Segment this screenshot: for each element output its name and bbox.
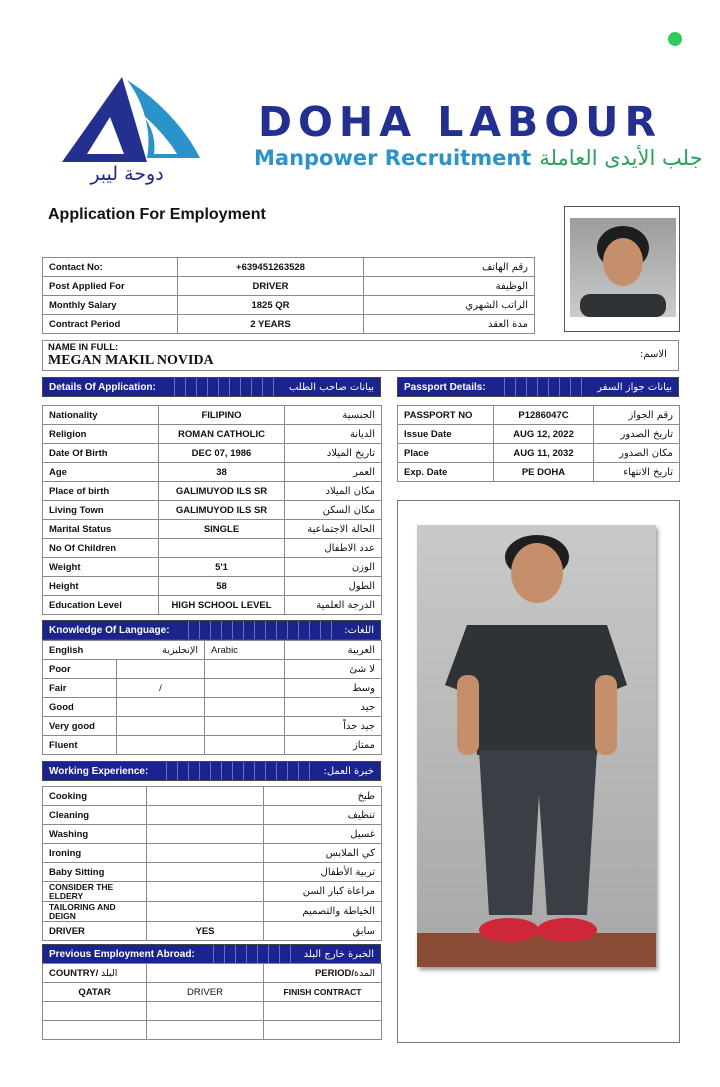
passport-table	[397, 405, 680, 482]
level-label-ar: ممتاز	[285, 736, 382, 755]
skill-value	[147, 844, 264, 863]
table-row	[43, 844, 382, 863]
row-label-ar: مكان الصدور	[594, 444, 680, 463]
table-row	[43, 641, 382, 660]
english-label: English	[49, 644, 84, 656]
brand-subtitle-en: Manpower Recruitment	[254, 146, 532, 170]
table-row	[43, 520, 382, 539]
previous-header-ar: الخبرة خارج البلد	[303, 948, 374, 960]
table-row	[43, 277, 535, 296]
row-value: PE DOHA	[494, 463, 594, 482]
contact-table	[42, 257, 535, 334]
row-label-ar: الجنسية	[285, 406, 382, 425]
period-value	[264, 1021, 382, 1040]
row-label-ar: مكان السكن	[285, 501, 382, 520]
skill-value	[147, 787, 264, 806]
level-label: Very good	[43, 717, 117, 736]
row-label: Education Level	[43, 596, 159, 615]
row-label: Contract Period	[43, 315, 178, 334]
table-row	[43, 539, 382, 558]
table-row	[43, 444, 382, 463]
row-value: 58	[159, 577, 285, 596]
language-table	[42, 640, 382, 755]
row-label-ar: رقم الهاتف	[364, 258, 535, 277]
details-header	[42, 377, 381, 397]
arabic-label-ar: العربية	[285, 641, 382, 660]
header-decoration	[203, 945, 296, 963]
skill-label: Baby Sitting	[43, 863, 147, 882]
header-decoration	[494, 378, 590, 396]
table-row	[43, 577, 382, 596]
row-label-ar: عدد الاطفال	[285, 539, 382, 558]
passport-header	[397, 377, 679, 397]
row-value	[159, 539, 285, 558]
logo-arabic-text: دوحة ليبر	[90, 163, 164, 185]
table-row	[43, 806, 382, 825]
table-row	[43, 296, 535, 315]
position-value	[147, 1002, 264, 1021]
row-value: P1286047C	[494, 406, 594, 425]
table-row	[43, 964, 382, 983]
row-value: ROMAN CATHOLIC	[159, 425, 285, 444]
headshot-figure	[570, 218, 676, 317]
arabic-mark	[205, 717, 285, 736]
skill-value	[147, 882, 264, 902]
row-value: DEC 07, 1986	[159, 444, 285, 463]
passport-header-ar: بيانات جواز السفر	[597, 381, 672, 393]
table-row	[43, 596, 382, 615]
country-value	[43, 1002, 147, 1021]
table-row	[43, 258, 535, 277]
english-mark	[117, 717, 205, 736]
table-row	[398, 444, 680, 463]
table-row	[43, 406, 382, 425]
table-row	[398, 463, 680, 482]
table-row	[43, 717, 382, 736]
row-label: Contact No:	[43, 258, 178, 277]
table-row	[43, 482, 382, 501]
period-column-header	[264, 964, 382, 983]
table-row	[43, 1021, 382, 1040]
row-label: Monthly Salary	[43, 296, 178, 315]
skill-label: DRIVER	[43, 922, 147, 941]
previous-header-label: Previous Employment Abroad:	[49, 948, 195, 960]
experience-header-ar: خبرة العمل:	[323, 765, 374, 777]
table-row	[43, 983, 382, 1002]
skill-label: Washing	[43, 825, 147, 844]
row-label: Marital Status	[43, 520, 159, 539]
table-row	[43, 463, 382, 482]
row-value: 2 YEARS	[178, 315, 364, 334]
applicant-name: MEGAN MAKIL NOVIDA	[48, 353, 214, 368]
table-row	[43, 698, 382, 717]
skill-value	[147, 825, 264, 844]
row-label: Date Of Birth	[43, 444, 159, 463]
skill-label: Ironing	[43, 844, 147, 863]
row-value: GALIMUYOD ILS SR	[159, 482, 285, 501]
level-label-ar: جيد جداً	[285, 717, 382, 736]
full-photo-figure	[417, 525, 656, 967]
skill-value	[147, 902, 264, 922]
row-label: Weight	[43, 558, 159, 577]
skill-label: Cleaning	[43, 806, 147, 825]
arabic-mark	[205, 698, 285, 717]
row-value: +639451263528	[178, 258, 364, 277]
country-value: QATAR	[43, 983, 147, 1002]
country-label: COUNTRY/	[49, 967, 99, 979]
row-label-ar: الحالة الاجتماعية	[285, 520, 382, 539]
previous-employment-table	[42, 963, 382, 1040]
row-value: AUG 11, 2032	[494, 444, 594, 463]
document-title: Application For Employment	[48, 206, 266, 223]
skill-value	[147, 863, 264, 882]
experience-table	[42, 786, 382, 941]
period-value	[264, 1002, 382, 1021]
country-column-header	[43, 964, 147, 983]
skill-label-ar: تربية الأطفال	[264, 863, 382, 882]
details-header-ar: بيانات صاحب الطلب	[288, 381, 374, 393]
row-label-ar: مكان الميلاد	[285, 482, 382, 501]
level-label: Fluent	[43, 736, 117, 755]
row-label-ar: الديانة	[285, 425, 382, 444]
brand-subtitle-ar: جلب الأيدى العاملة	[539, 146, 703, 170]
row-label: Post Applied For	[43, 277, 178, 296]
table-row	[43, 902, 382, 922]
previous-employment-header	[42, 944, 381, 964]
table-row	[43, 863, 382, 882]
skill-label-ar: طبخ	[264, 787, 382, 806]
row-label-ar: الطول	[285, 577, 382, 596]
row-label: Height	[43, 577, 159, 596]
row-value: 1825 QR	[178, 296, 364, 315]
row-label-ar: الوزن	[285, 558, 382, 577]
english-mark	[117, 698, 205, 717]
skill-label-ar: الخياطة والتصميم	[264, 902, 382, 922]
arabic-mark	[205, 736, 285, 755]
row-label-ar: تاريخ الميلاد	[285, 444, 382, 463]
row-label: Age	[43, 463, 159, 482]
table-row	[398, 425, 680, 444]
level-label: Poor	[43, 660, 117, 679]
skill-value: YES	[147, 922, 264, 941]
english-column-header	[43, 641, 205, 660]
row-label: Place of birth	[43, 482, 159, 501]
arabic-mark	[205, 679, 285, 698]
header-decoration	[164, 378, 281, 396]
table-row	[43, 787, 382, 806]
skill-label: TAILORING AND DEIGN	[43, 902, 147, 922]
row-label: PASSPORT NO	[398, 406, 494, 425]
level-label: Fair	[43, 679, 117, 698]
row-label-ar: تاريخ الصدور	[594, 425, 680, 444]
row-label-ar: مدة العقد	[364, 315, 535, 334]
row-label-ar: الدرجة العلمية	[285, 596, 382, 615]
english-mark	[117, 736, 205, 755]
row-value: 38	[159, 463, 285, 482]
row-label: No Of Children	[43, 539, 159, 558]
table-row	[43, 425, 382, 444]
english-mark	[117, 660, 205, 679]
experience-header	[42, 761, 381, 781]
row-value: HIGH SCHOOL LEVEL	[159, 596, 285, 615]
table-row	[43, 315, 535, 334]
table-row	[43, 660, 382, 679]
english-label-ar: الإنجليزية	[162, 644, 198, 656]
details-header-label: Details Of Application:	[49, 381, 156, 393]
header-decoration	[156, 762, 315, 780]
row-label: Issue Date	[398, 425, 494, 444]
table-row	[43, 1002, 382, 1021]
details-table	[42, 405, 382, 615]
period-value: FINISH CONTRACT	[264, 983, 382, 1002]
status-dot	[668, 32, 682, 46]
applicant-full-photo	[417, 525, 656, 967]
row-value: FILIPINO	[159, 406, 285, 425]
table-row	[43, 736, 382, 755]
arabic-mark	[205, 660, 285, 679]
table-row	[43, 679, 382, 698]
period-label: PERIOD/	[314, 967, 354, 979]
brand-title: DOHA LABOUR	[258, 98, 663, 146]
language-header-label: Knowledge Of Language:	[49, 624, 170, 636]
table-row	[43, 558, 382, 577]
language-header-ar: اللغات:	[344, 624, 374, 636]
row-label-ar: العمر	[285, 463, 382, 482]
position-value: DRIVER	[147, 983, 264, 1002]
country-label-ar: البلد	[100, 967, 118, 979]
level-label: Good	[43, 698, 117, 717]
applicant-headshot	[564, 206, 680, 332]
row-label: Place	[398, 444, 494, 463]
skill-label-ar: سابق	[264, 922, 382, 941]
row-label: Exp. Date	[398, 463, 494, 482]
language-header	[42, 620, 381, 640]
row-label-ar: الراتب الشهري	[364, 296, 535, 315]
english-mark: /	[117, 679, 205, 698]
skill-value	[147, 806, 264, 825]
row-label-ar: الوظيفة	[364, 277, 535, 296]
row-value: GALIMUYOD ILS SR	[159, 501, 285, 520]
row-value: AUG 12, 2022	[494, 425, 594, 444]
skill-label: CONSIDER THE ELDERY	[43, 882, 147, 902]
period-label-ar: المدة	[354, 967, 375, 979]
row-value: SINGLE	[159, 520, 285, 539]
passport-header-label: Passport Details:	[404, 381, 486, 393]
position-column-header	[147, 964, 264, 983]
country-value	[43, 1021, 147, 1040]
brand-subtitle	[254, 146, 703, 170]
skill-label-ar: مراعاة كبار السن	[264, 882, 382, 902]
skill-label-ar: غسيل	[264, 825, 382, 844]
row-label: Nationality	[43, 406, 159, 425]
name-label-ar: الاسم:	[640, 349, 667, 360]
skill-label-ar: كي الملابس	[264, 844, 382, 863]
position-value	[147, 1021, 264, 1040]
skill-label: Cooking	[43, 787, 147, 806]
table-row	[43, 882, 382, 902]
experience-header-label: Working Experience:	[49, 765, 149, 777]
table-row	[43, 825, 382, 844]
name-label: NAME IN FULL:	[48, 342, 119, 353]
level-label-ar: لا شئ	[285, 660, 382, 679]
row-label: Religion	[43, 425, 159, 444]
table-row	[43, 922, 382, 941]
table-row	[398, 406, 680, 425]
table-row	[43, 501, 382, 520]
row-value: DRIVER	[178, 277, 364, 296]
header-decoration	[178, 621, 337, 639]
row-label-ar: رقم الجواز	[594, 406, 680, 425]
level-label-ar: جيد	[285, 698, 382, 717]
arabic-label: Arabic	[205, 641, 285, 660]
row-value: 5'1	[159, 558, 285, 577]
row-label: Living Town	[43, 501, 159, 520]
level-label-ar: وسط	[285, 679, 382, 698]
skill-label-ar: تنظيف	[264, 806, 382, 825]
row-label-ar: تاريخ الانتهاء	[594, 463, 680, 482]
